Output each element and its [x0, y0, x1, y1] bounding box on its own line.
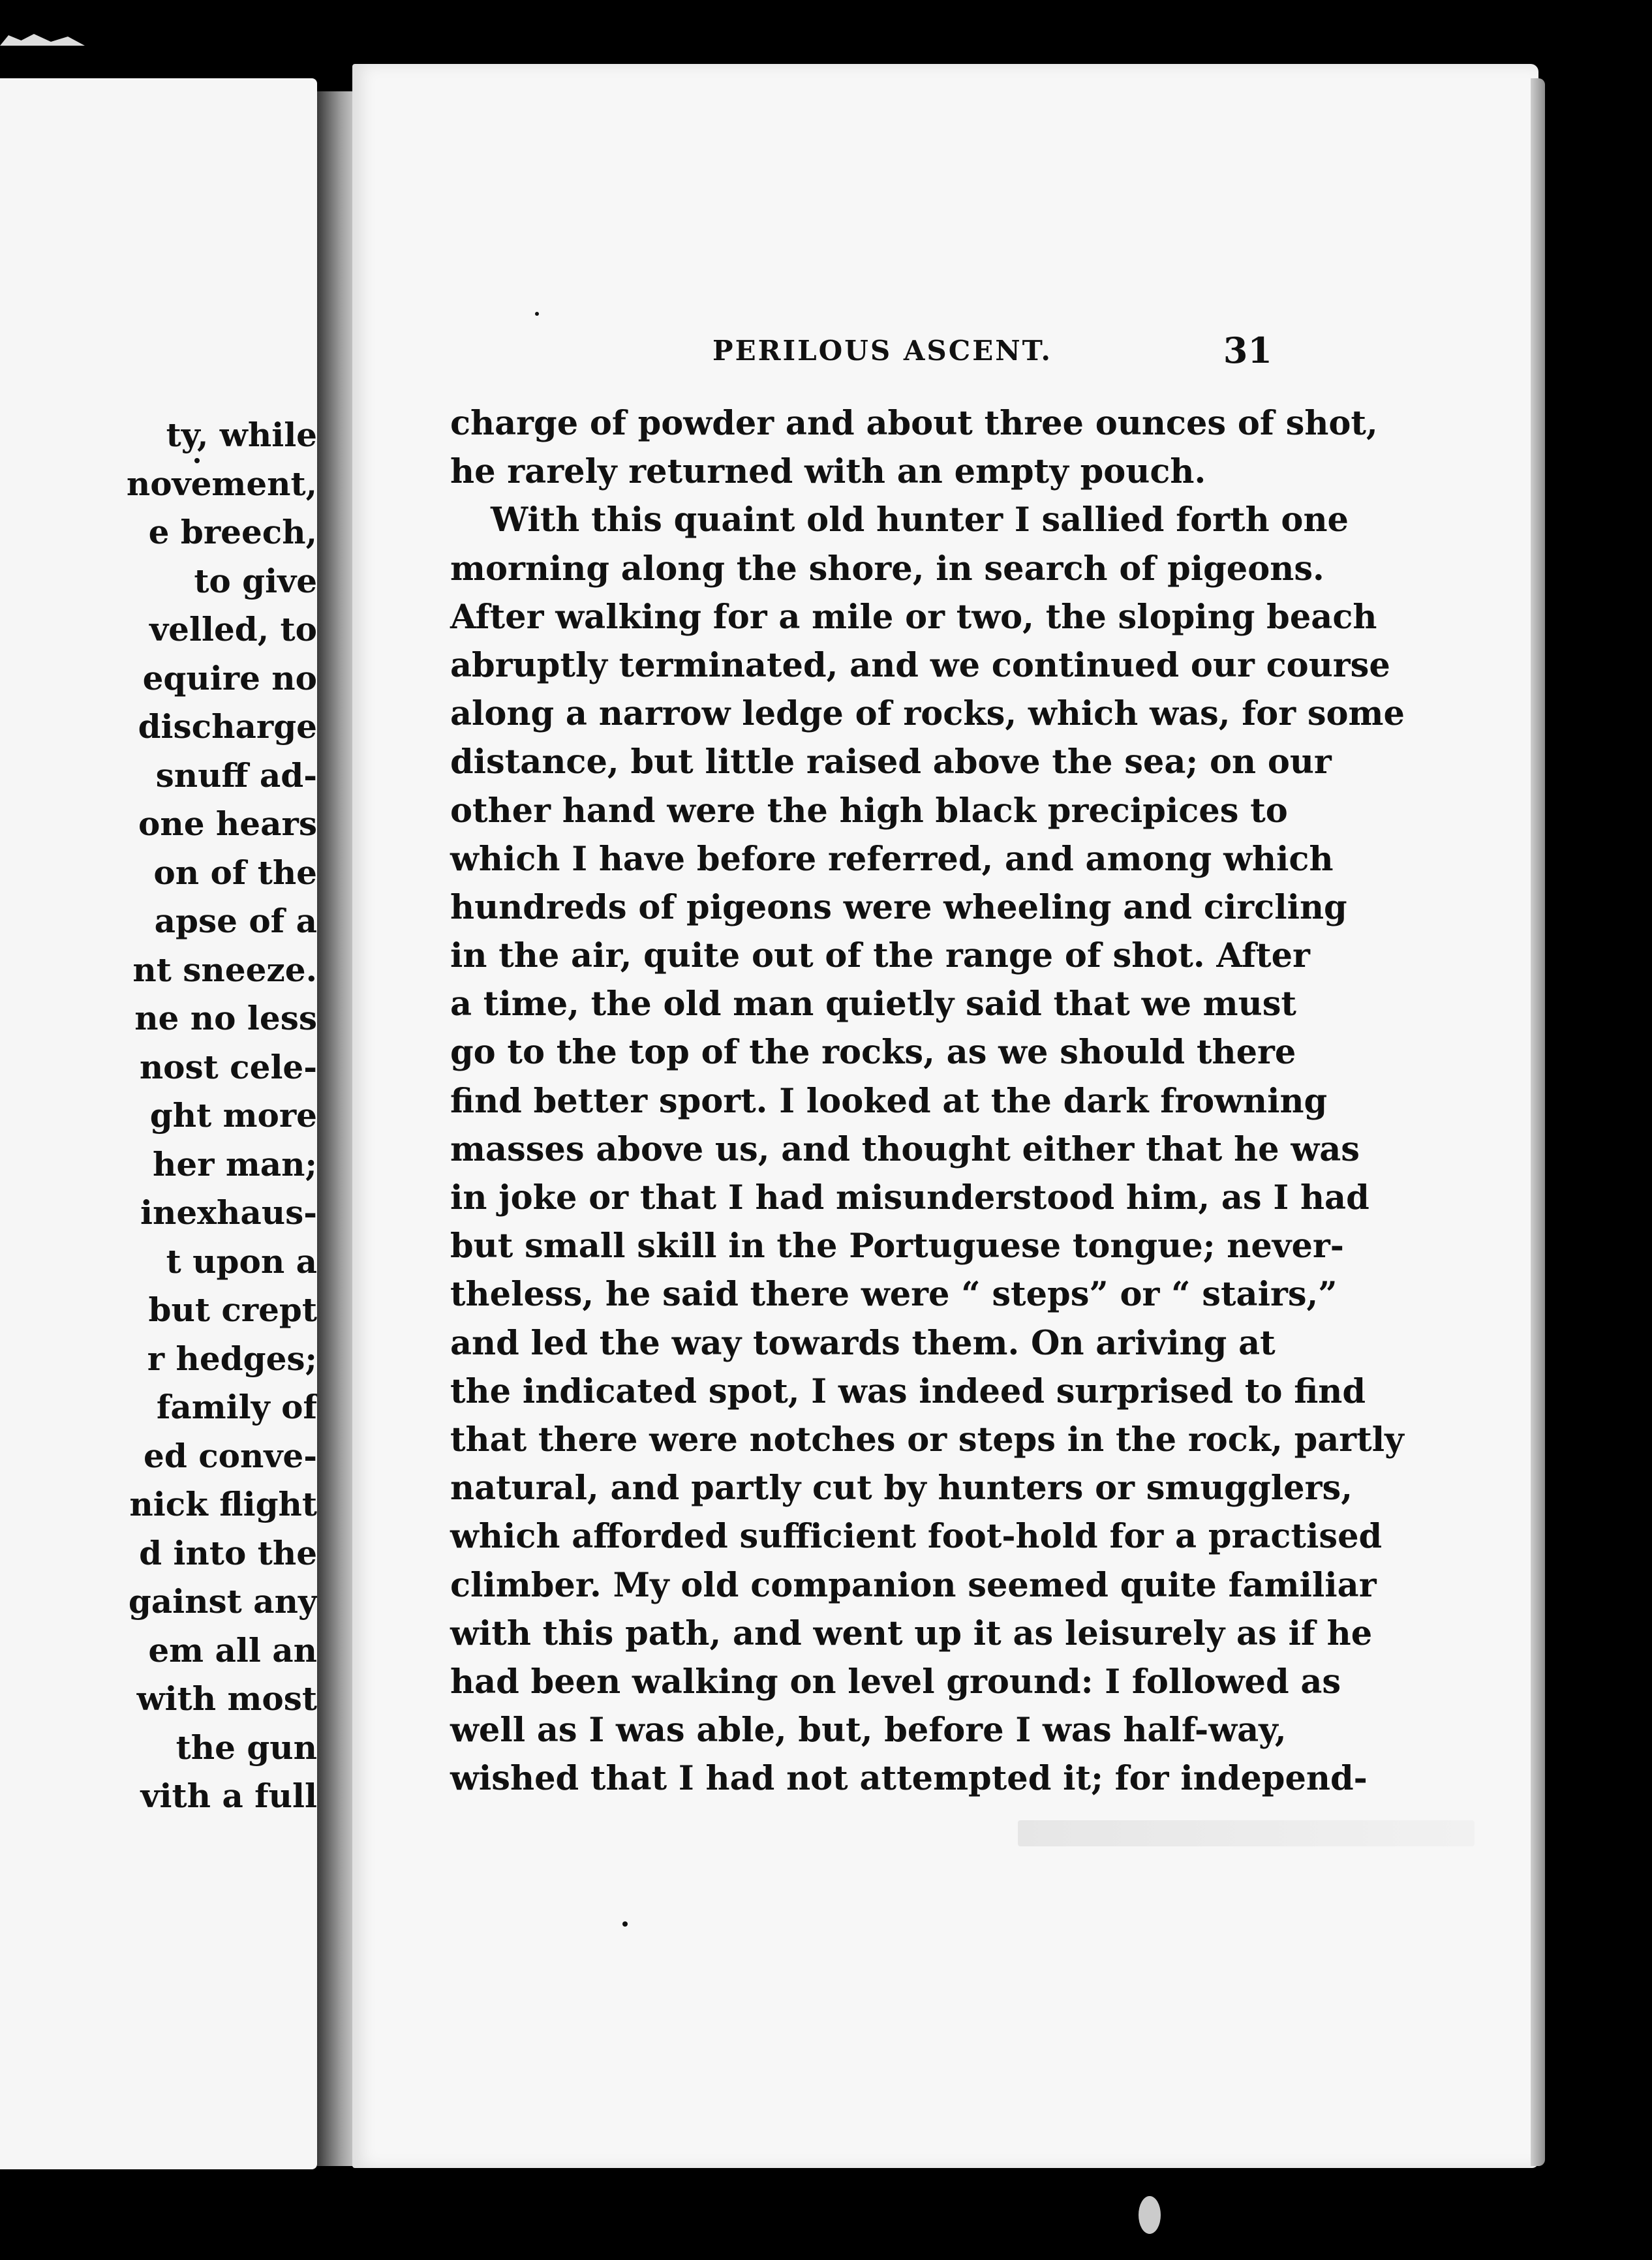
text-line: but small skill in the Portuguese tongue; never-: [450, 1227, 1344, 1266]
text-line: After walking for a mile or two, the sloping beach: [450, 597, 1377, 637]
running-head: [450, 329, 1272, 375]
text-line: abruptly terminated, and we continued our course: [450, 645, 1390, 685]
left-line: gainst any: [128, 1582, 317, 1621]
text-line: that there were notches or steps in the rock, partly: [450, 1420, 1404, 1459]
text-line: find better sport. I looked at the dark frowning: [450, 1081, 1328, 1121]
text-line: wished that I had not attempted it; for independ-: [450, 1759, 1368, 1799]
left-line: em all an: [148, 1630, 317, 1670]
left-line: ght more: [149, 1096, 317, 1135]
speck: [194, 458, 200, 463]
text-line: which I have before referred, and among which: [450, 839, 1334, 879]
text-line: charge of powder and about three ounces of shot,: [450, 404, 1378, 443]
show-through-text: [1018, 1820, 1475, 1846]
left-line: discharge: [138, 707, 317, 746]
left-line: ed conve-: [144, 1436, 317, 1475]
left-line: novement,: [126, 464, 317, 503]
page-scrap: [0, 33, 85, 46]
left-line: t upon a: [166, 1242, 317, 1281]
running-head-title: PERILOUS ASCENT.: [712, 335, 1053, 367]
left-line: snuff ad-: [155, 756, 317, 795]
speck: [622, 1921, 628, 1927]
left-line: family of: [156, 1388, 317, 1426]
left-line: nt sneeze.: [132, 950, 317, 989]
left-line: one hears: [138, 804, 317, 843]
text-line: climber. My old companion seemed quite familiar: [450, 1565, 1377, 1605]
text-line: well as I was able, but, before I was half-way,: [450, 1711, 1287, 1750]
left-line: on of the: [153, 853, 317, 892]
left-line: inexhaus-: [140, 1193, 317, 1232]
left-line: the gun: [176, 1728, 317, 1767]
left-line: vith a full: [140, 1777, 317, 1815]
left-line: velled, to: [149, 610, 317, 649]
text-line: With this quaint old hunter I sallied forth one: [491, 500, 1349, 540]
left-line: but crept: [148, 1290, 317, 1329]
left-line: equire no: [142, 658, 317, 697]
scan-artifact: [1139, 2196, 1161, 2234]
text-line: the indicated spot, I was indeed surprised to find: [450, 1371, 1366, 1411]
text-line: in the air, quite out of the range of shot. After: [450, 936, 1310, 976]
speck: [535, 312, 539, 316]
text-line: a time, the old man quietly said that we must: [450, 985, 1296, 1024]
text-line: had been walking on level ground: I followed as: [450, 1662, 1341, 1702]
left-line: ty, while: [166, 416, 317, 454]
left-page: [0, 78, 317, 2169]
text-line: hundreds of pigeons were wheeling and circling: [450, 887, 1347, 927]
left-line: her man;: [152, 1144, 317, 1183]
text-line: masses above us, and thought either that he was: [450, 1129, 1360, 1169]
body-text: [450, 399, 1405, 1803]
text-line: morning along the shore, in search of pigeons.: [450, 549, 1324, 588]
text-line: go to the top of the rocks, as we should there: [450, 1033, 1296, 1073]
text-line: which afforded sufficient foot-hold for a practised: [450, 1517, 1383, 1557]
text-line: he rarely returned with an empty pouch.: [450, 452, 1206, 492]
text-line: other hand were the high black precipices to: [450, 791, 1288, 831]
left-line: apse of a: [154, 902, 317, 940]
left-line: nick flight: [129, 1485, 317, 1523]
text-line: natural, and partly cut by hunters or smugglers,: [450, 1469, 1353, 1508]
text-line: with this path, and went up it as leisurely as if he: [450, 1613, 1373, 1653]
left-line: with most: [136, 1679, 317, 1718]
left-line: d into the: [139, 1533, 317, 1572]
text-line: in joke or that I had misunderstood him, as I had: [450, 1178, 1369, 1217]
text-line: theless, he said there were “ steps” or “ stairs,”: [450, 1275, 1338, 1315]
text-line: and led the way towards them. On ariving at: [450, 1323, 1276, 1363]
left-line: to give: [194, 561, 317, 600]
left-page-text: [0, 411, 317, 1821]
book-gutter: [317, 91, 355, 2166]
left-line: ne no less: [134, 999, 317, 1037]
text-line: along a narrow ledge of rocks, which was, for some: [450, 694, 1405, 734]
text-line: distance, but little raised above the sea; on our: [450, 742, 1332, 782]
left-line: r hedges;: [147, 1339, 317, 1378]
page-edge: [1531, 78, 1545, 2166]
left-line: nost cele-: [139, 1047, 317, 1086]
left-line: e breech,: [148, 513, 317, 551]
page-number: 31: [1223, 329, 1272, 371]
